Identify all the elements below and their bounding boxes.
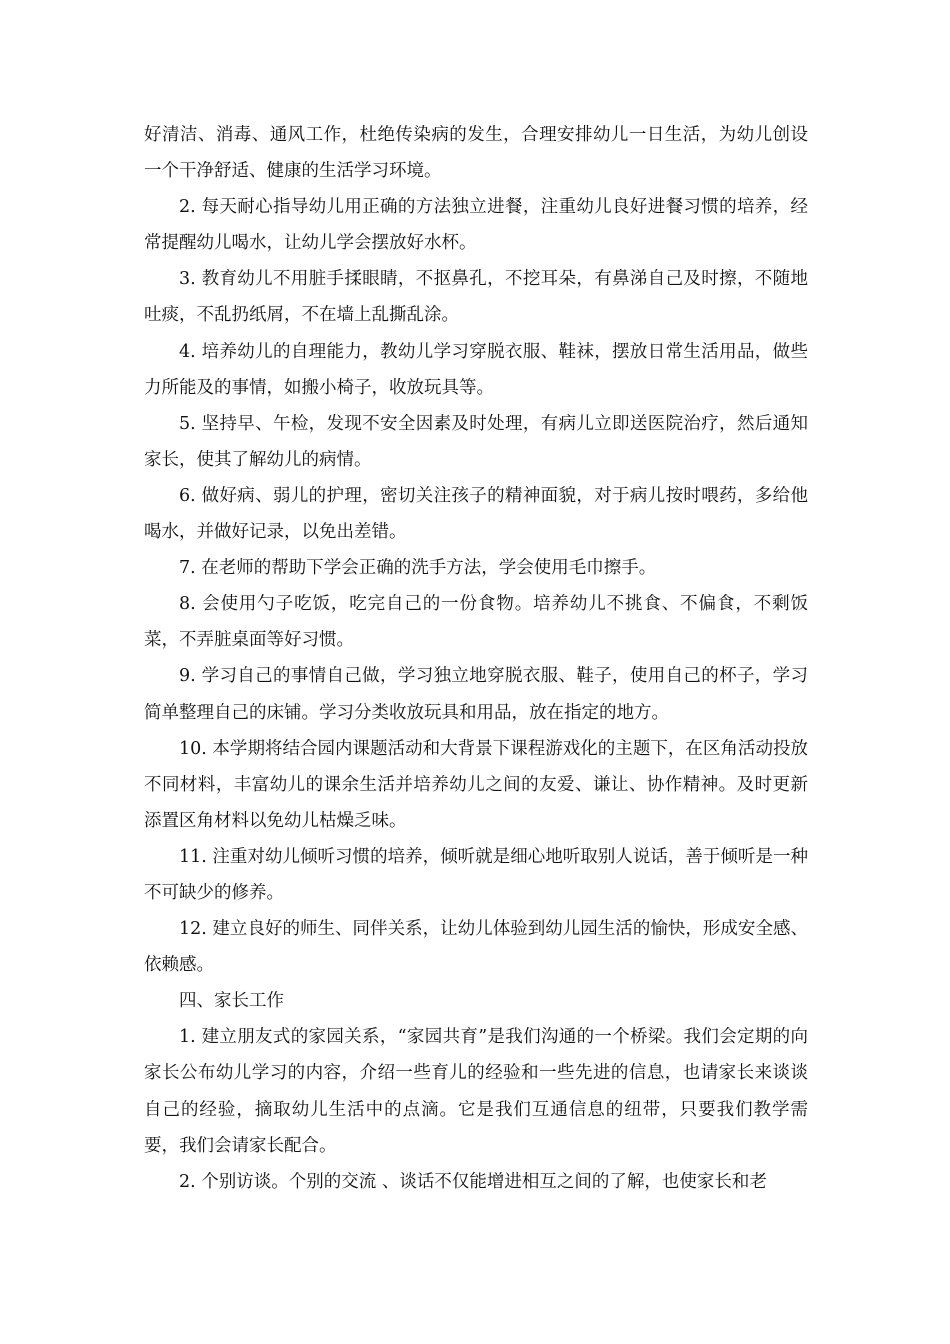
paragraph-item-7: 7. 在老师的帮助下学会正确的洗手方法，学会使用毛巾擦手。 [179, 558, 657, 579]
document-page [144, 117, 808, 1200]
parent-item-2: 2. 个别访谈。个别的交流 、谈话不仅能增进相互之间的了解，也使家长和老 [179, 1171, 767, 1192]
paragraph-item-3: 3. 教育幼儿不用脏手揉眼睛，不抠鼻孔，不挖耳朵，有鼻涕自己及时擦，不随地吐痰，不乱扔纸屑，不在墙上乱撕乱涂。 [144, 269, 808, 326]
paragraph-item-4: 4. 培养幼儿的自理能力，教幼儿学习穿脱衣服、鞋袜，摆放日常生活用品，做些力所能及的事情，如搬小椅子，收放玩具等。 [144, 341, 808, 398]
paragraph-item-2: 2. 每天耐心指导幼儿用正确的方法独立进餐，注重幼儿良好进餐习惯的培养，经常提醒幼儿喝水，让幼儿学会摆放好水杯。 [144, 197, 808, 254]
paragraph-item-9: 9. 学习自己的事情自己做，学习独立地穿脱衣服、鞋子，使用自己的杯子，学习简单整理自己的床铺。学习分类收放玩具和用品，放在指定的地方。 [144, 666, 808, 723]
paragraph-item-6: 6. 做好病、弱儿的护理，密切关注孩子的精神面貌，对于病儿按时喂药，多给他喝水，并做好记录，以免出差错。 [144, 485, 808, 543]
paragraph-item-5: 5. 坚持早、午检，发现不安全因素及时处理，有病儿立即送医院治疗，然后通知家长，使其了解幼儿的病情。 [144, 413, 808, 470]
paragraph-item-11: 11. 注重对幼儿倾听习惯的培养，倾听就是细心地听取别人说话，善于倾听是一种不可缺少的修养。 [144, 846, 808, 903]
paragraph-continued: 好清洁、消毒、通风工作，杜绝传染病的发生，合理安排幼儿一日生活，为幼儿创设一个干净舒适、健康的生活学习环境。 [144, 125, 808, 182]
paragraph-item-8: 8. 会使用勺子吃饭，吃完自己的一份食物。培养幼儿不挑食、不偏食，不剩饭菜，不弄脏桌面等好习惯。 [144, 594, 808, 651]
paragraph-item-12: 12. 建立良好的师生、同伴关系，让幼儿体验到幼儿园生活的愉快，形成安全感、依赖感。 [144, 919, 808, 976]
parent-item-1: 1. 建立朋友式的家园关系，“家园共育”是我们沟通的一个桥梁。我们会定期的向家长公布幼儿学习的内容，介绍一些育儿的经验和一些先进的信息，也请家长来谈谈自己的经验，摘取幼儿生活中的点滴。它是我们互通信息的纽带，只要我们教学需要，我们会请家长配合。 [144, 1027, 808, 1156]
section-heading-parent-work: 四、家长工作 [179, 991, 284, 1012]
paragraph-item-10: 10. 本学期将结合园内课题活动和大背景下课程游戏化的主题下，在区角活动投放不同材料，丰富幼儿的课余生活并培养幼儿之间的友爱、谦让、协作精神。及时更新添置区角材料以免幼儿枯燥乏味。 [144, 738, 808, 831]
